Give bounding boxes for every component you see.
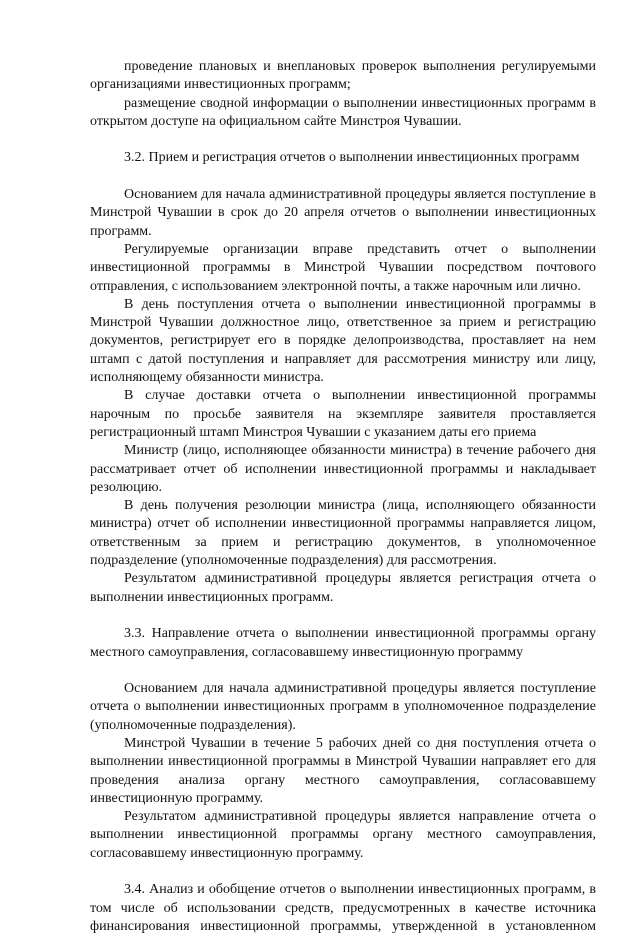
section-3-3-paragraph-2: Минстрой Чувашии в течение 5 рабочих дней со дня поступления отчета о выполнении инвестиционной программы в Минстрой Чувашии направляет его для проведения анализа органу местного самоуправления, согласовавшему инвестиционную программу. xyxy=(90,735,596,806)
spacer xyxy=(90,607,596,625)
intro-paragraph-1: проведение плановых и внеплановых проверок выполнения регулируемыми организациями инвестиционных программ; xyxy=(90,59,596,93)
section-3-2-paragraph-1: Основанием для начала административной процедуры является поступление в Минстрой Чувашии в срок до 20 апреля отчетов о выполнении инвестиционных программ. xyxy=(90,187,596,239)
spacer xyxy=(90,662,596,680)
section-3-3-paragraph-3: Результатом административной процедуры является направление отчета о выполнении инвестиционной программы органу местного самоуправления, согласовавшему инвестиционную программу. xyxy=(90,809,596,861)
spacer xyxy=(90,131,596,149)
section-3-2-paragraph-6: В день получения резолюции министра (лица, исполняющего обязанности министра) отчет об исполнении инвестиционной программы направляется лицом, ответственным за прием и регистрацию документов, в уполномоченное подразделение (уполномоченные подразделения) для рассмотрения. xyxy=(90,498,596,569)
section-3-2-paragraph-2: Регулируемые организации вправе представить отчет о выполнении инвестиционной программы в Минстрой Чувашии посредством почтового отправления, с использованием электронной почты, а также нарочным или лично. xyxy=(90,241,596,294)
section-3-2-paragraph-4: В случае доставки отчета о выполнении инвестиционной программы нарочным по просьбе заявителя на экземпляре заявителя проставляется регистрационный штамп Минстроя Чувашии с указанием даты его приема xyxy=(90,388,596,440)
section-3-2-heading: 3.2. Прием и регистрация отчетов о выполнении инвестиционных программ xyxy=(124,150,580,166)
section-3-2-paragraph-7: Результатом административной процедуры является регистрация отчета о выполнении инвестиционных программ. xyxy=(90,571,596,605)
intro-paragraph-2: размещение сводной информации о выполнении инвестиционных программ в открытом доступе на официальном сайте Минстроя Чувашии. xyxy=(90,95,596,129)
section-3-4-heading: 3.4. Анализ и обобщение отчетов о выполнении инвестиционных программ, в том числе об использовании средств, предусмотренных в качестве источника финансирования инвестиционной программы, утвержденной в установленном xyxy=(90,882,596,934)
section-3-3-heading: 3.3. Направление отчета о выполнении инвестиционной программы органу местного самоуправления, согласовавшему инвестиционную программу xyxy=(90,626,596,660)
spacer xyxy=(90,168,596,186)
document-page xyxy=(90,58,596,936)
section-3-2-paragraph-5: Министр (лицо, исполняющее обязанности министра) в течение рабочего дня рассматривает отчет об исполнении инвестиционной программы и накладывает резолюцию. xyxy=(90,443,596,495)
section-3-3-paragraph-1: Основанием для начала административной процедуры является поступление отчета о выполнении инвестиционных программ в уполномоченное подразделение (уполномоченные подразделения). xyxy=(90,681,596,733)
section-3-2-paragraph-3: В день поступления отчета о выполнении инвестиционной программы в Минстрой Чувашии должностное лицо, ответственное за прием и регистрацию документов, регистрирует его в порядке делопроизводства, проставляет на нем штамп с датой поступления и направляет для рассмотрения министру или лицу, исполняющему обязанности министра. xyxy=(90,296,596,386)
spacer xyxy=(90,863,596,881)
